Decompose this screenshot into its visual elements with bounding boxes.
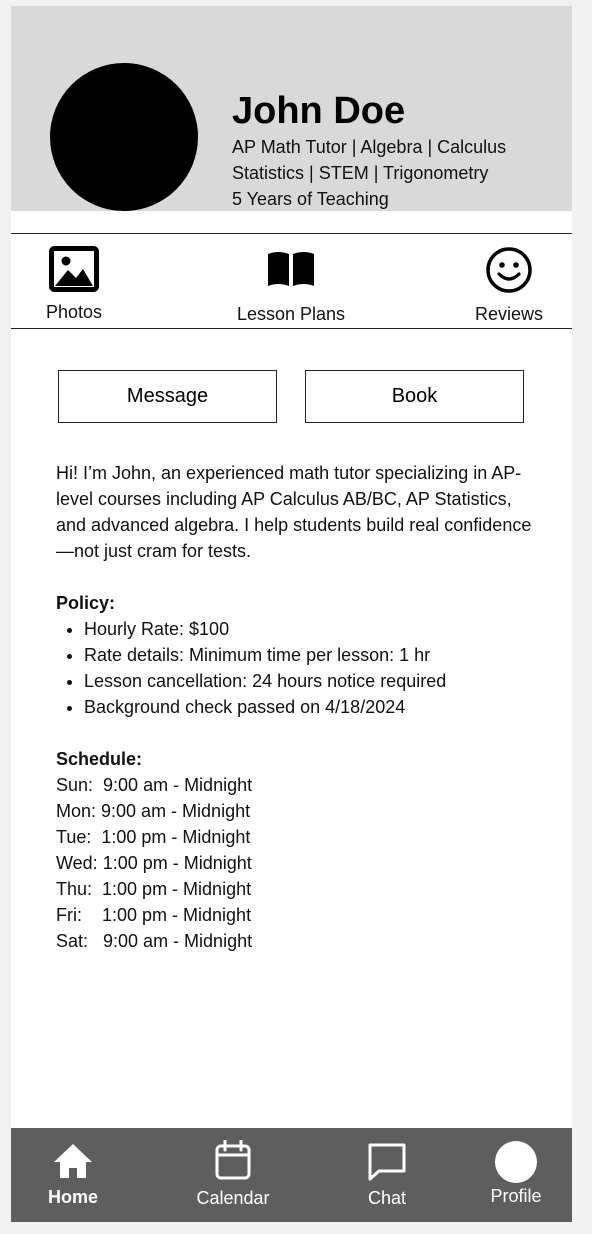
nav-profile[interactable] <box>466 1128 566 1222</box>
chat-bubble-icon <box>367 1142 407 1187</box>
schedule-row-sat: Sat: 9:00 am - Midnight <box>56 931 253 951</box>
schedule-row-mon: Mon: 9:00 am - Midnight <box>56 801 251 821</box>
nav-chat[interactable] <box>337 1128 437 1222</box>
calendar-icon <box>215 1140 251 1185</box>
profile-tabs <box>11 233 572 329</box>
profile-content <box>56 460 536 954</box>
nav-calendar[interactable] <box>183 1128 283 1222</box>
policy-title: Policy: <box>56 593 116 613</box>
schedule-row-tue: Tue: 1:00 pm - Midnight <box>56 827 251 847</box>
tagline-line-3: 5 Years of Teaching <box>232 189 389 209</box>
policy-item: • Hourly Rate: $100 <box>84 616 536 642</box>
nav-profile-label: Profile <box>490 1186 542 1206</box>
tab-photos[interactable] <box>24 234 124 328</box>
phone-screen <box>11 6 572 1222</box>
policy-item: • Rate details: Minimum time per lesson: 1 hr <box>84 642 536 668</box>
tab-lesson-plans-label: Lesson Plans <box>236 304 346 324</box>
tagline-line-2: Statistics | STEM | Trigonometry <box>232 163 489 183</box>
smiley-icon <box>485 246 533 299</box>
tab-reviews[interactable] <box>464 234 554 328</box>
image-icon <box>49 246 99 297</box>
schedule-row-wed: Wed: 1:00 pm - Midnight <box>56 853 252 873</box>
schedule-row-sun: Sun: 9:00 am - Midnight <box>56 775 253 795</box>
nav-chat-label: Chat <box>367 1188 407 1208</box>
policy-list <box>56 616 536 720</box>
nav-home-label: Home <box>47 1187 98 1207</box>
bottom-nav <box>11 1128 572 1222</box>
policy-item: • Background check passed on 4/18/2024 <box>84 694 536 720</box>
message-button[interactable]: Message <box>58 370 277 423</box>
book-button[interactable]: Book <box>305 370 524 423</box>
schedule-title: Schedule: <box>56 749 143 769</box>
tagline-line-1: AP Math Tutor | Algebra | Calculus <box>232 137 507 157</box>
profile-header <box>11 6 572 211</box>
tab-reviews-label: Reviews <box>474 304 544 324</box>
bio-text: Hi! I’m John, an experienced math tutor specializing in AP-level courses including AP Calculus AB/BC, AP Statistics, and advanced algebra. I help students build real confidence—not just cram for tests. <box>56 463 532 561</box>
nav-calendar-label: Calendar <box>196 1188 270 1208</box>
home-icon <box>52 1142 94 1185</box>
schedule-row-thu: Thu: 1:00 pm - Midnight <box>56 879 252 899</box>
tab-photos-label: Photos <box>45 302 103 322</box>
profile-avatar <box>50 63 198 211</box>
policy-item: • Lesson cancellation: 24 hours notice required <box>84 668 536 694</box>
open-book-icon <box>266 250 316 293</box>
profile-circle-icon <box>495 1141 537 1188</box>
nav-home[interactable] <box>23 1128 123 1222</box>
tab-lesson-plans[interactable] <box>226 234 356 328</box>
tutor-name: John Doe <box>232 90 406 132</box>
schedule-row-fri: Fri: 1:00 pm - Midnight <box>56 905 252 925</box>
